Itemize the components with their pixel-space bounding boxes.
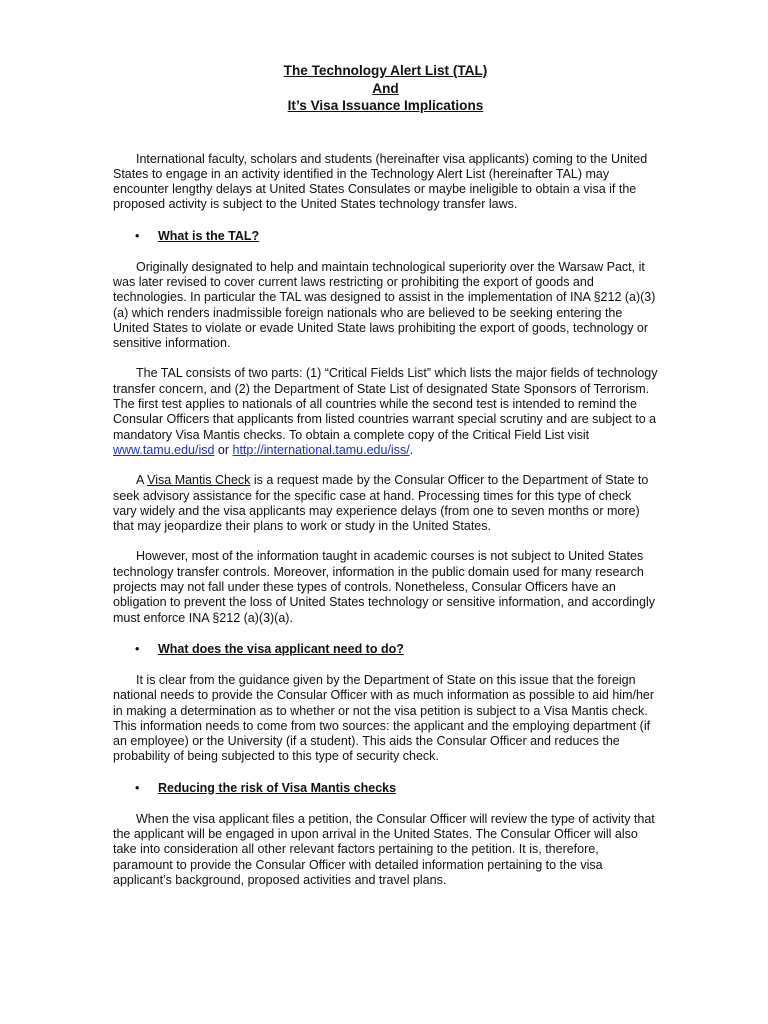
petition-review-paragraph: When the visa applicant files a petition, the Consular Officer will review the type of activity that the applicant will be engaged in upon arrival in the United States. The Consular Officer will also take into consideration all other relevant factors pertaining to the petition. It is, therefore, paramount to provide the Consular Officer with detailed information pertaining to the visa applicant’s background, proposed activities and travel plans. [113,811,655,887]
section-heading-what-is-tal [113,229,658,244]
link-separator: or [214,442,233,457]
academic-courses-paragraph: However, most of the information taught in academic courses is not subject to United States technology transfer controls. Moreover, information in the public domain used for many research projects may not fall under these types of controls. Nonetheless, Consular Officers have an obligation to prevent the loss of United States technology or sensitive information, and accordingly must enforce INA §212 (a)(3)(a). [113,549,655,625]
section-heading-applicant-todo [113,642,658,657]
tamu-isd-link[interactable]: www.tamu.edu/isd [113,442,215,457]
section-heading-label: What does the visa applicant need to do? [158,641,404,656]
guidance-paragraph: It is clear from the guidance given by the Department of State on this issue that the foreign national needs to provide the Consular Officer with as much information as possible to aid him/her in making a determination as to whether or not the visa petition is subject to a Visa Mantis check. This information needs to come from two sources: the applicant and the employing department (if an employee) or the University (if a student). This aids the Consular Officer and reduces the probability of being subjected to this type of security check. [113,672,655,764]
visa-mantis-paragraph [113,473,658,534]
section-heading-label: Reducing the risk of Visa Mantis checks [158,780,397,795]
title-line-2: And [372,80,399,96]
bullet-icon: • [135,641,140,656]
tal-parts-paragraph [113,366,658,458]
bullet-icon: • [135,780,140,795]
visa-mantis-prefix: A [136,473,148,488]
tal-parts-text: The TAL consists of two parts: (1) “Critical Fields List” which lists the major fields of technology transfer concern, and (2) the Department of State List of designated State Sponsors of Terrorism. The first test applies to nationals of all countries while the second test is intended to remind the Consular Officers that applicants from listed countries warrant special scrutiny and are subject to a mandatory Visa Mantis checks. To obtain a complete copy of the Critical Field List visit [113,366,658,442]
visa-mantis-text: is a request made by the Consular Officer to the Department of State to seek advisory assistance for the specific case at hand. Processing times for this type of check vary widely and the visa applicants may experience delays (from one to seven months or more) that may jeopardize their plans to work or study in the United States. [113,473,649,534]
tal-origin-paragraph: Originally designated to help and maintain technological superiority over the Warsaw Pact, it was later revised to cover current laws restricting or prohibiting the export of goods and technologies. In particular the TAL was designed to assist in the implementation of INA §212 (a)(3)(a) which renders inadmissible foreign nationals who are believed to be seeking entering the United States to violate or evade United State laws prohibiting the export of goods, technology or sensitive information. [113,259,656,351]
visa-mantis-term: Visa Mantis Check [147,473,251,488]
section-heading-reducing-risk [113,781,658,796]
document-title [113,62,658,115]
title-line-3: It’s Visa Issuance Implications [287,98,484,113]
title-line-1: The Technology Alert List (TAL) [283,63,488,78]
intro-paragraph: International faculty, scholars and students (hereinafter visa applicants) coming to the United States to engage in an activity identified in the Technology Alert List (hereinafter TAL) may encounter lengthy delays at United States Consulates or maybe ineligible to obtain a visa if the proposed activity is subject to the United States technology transfer laws. [113,151,648,212]
section-heading-label: What is the TAL? [158,228,260,243]
document-page [113,62,658,888]
bullet-icon: • [135,228,140,243]
sentence-end: . [409,442,414,457]
tamu-iss-link[interactable]: http://international.tamu.edu/iss/ [232,442,410,457]
